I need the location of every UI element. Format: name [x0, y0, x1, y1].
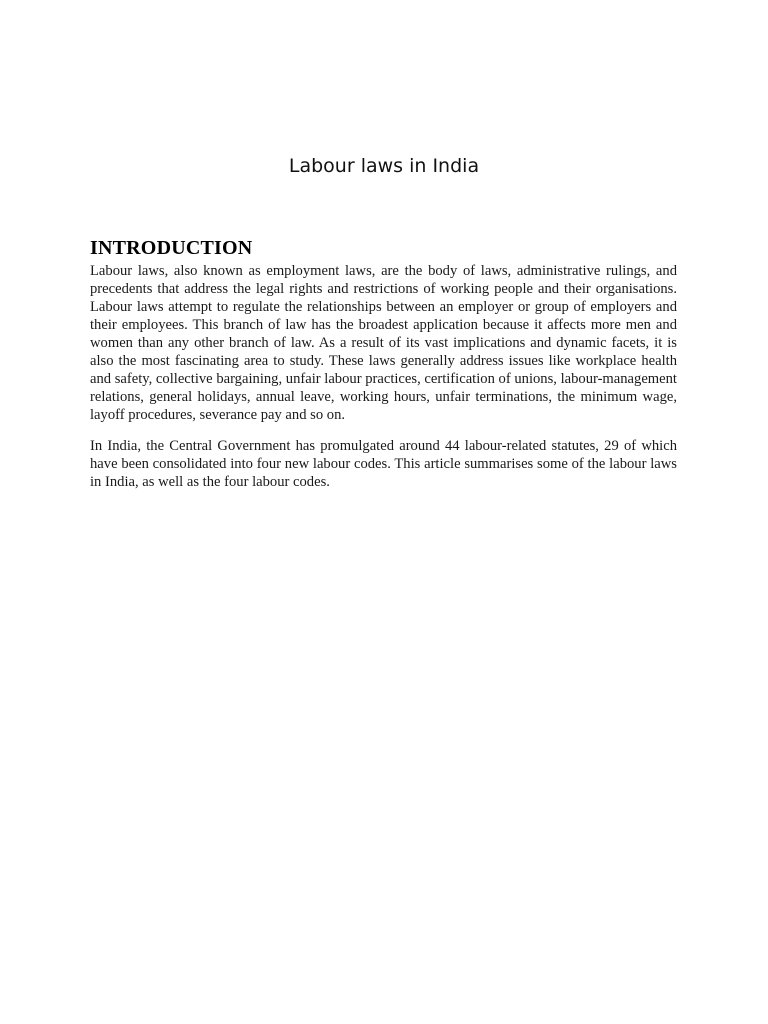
introduction-paragraph-1: Labour laws, also known as employment laws, are the body of laws, administrative rulings, and precedents that address the legal rights and restrictions of working people and their organisations. Labour laws attempt to regulate the relationships between an employer or group of employers and their employees. This branch of law has the broadest application because it affects more men and women than any other branch of law. As a result of its vast implications and dynamic facets, it is also the most fascinating area to study. These laws generally address issues like workplace health and safety, collective bargaining, unfair labour practices, certification of unions, labour-management relations, general holidays, annual leave, working hours, unfair terminations, the minimum wage, layoff procedures, severance pay and so on.	[90, 263, 677, 423]
introduction-paragraph-2: In India, the Central Government has promulgated around 44 labour-related statutes, 29 of which have been consolidated into four new labour codes. This article summarises some of the labour laws in India, as well as the four labour codes.	[90, 438, 677, 490]
section-heading-introduction: INTRODUCTION	[90, 237, 253, 259]
document-title: Labour laws in India	[288, 155, 480, 177]
